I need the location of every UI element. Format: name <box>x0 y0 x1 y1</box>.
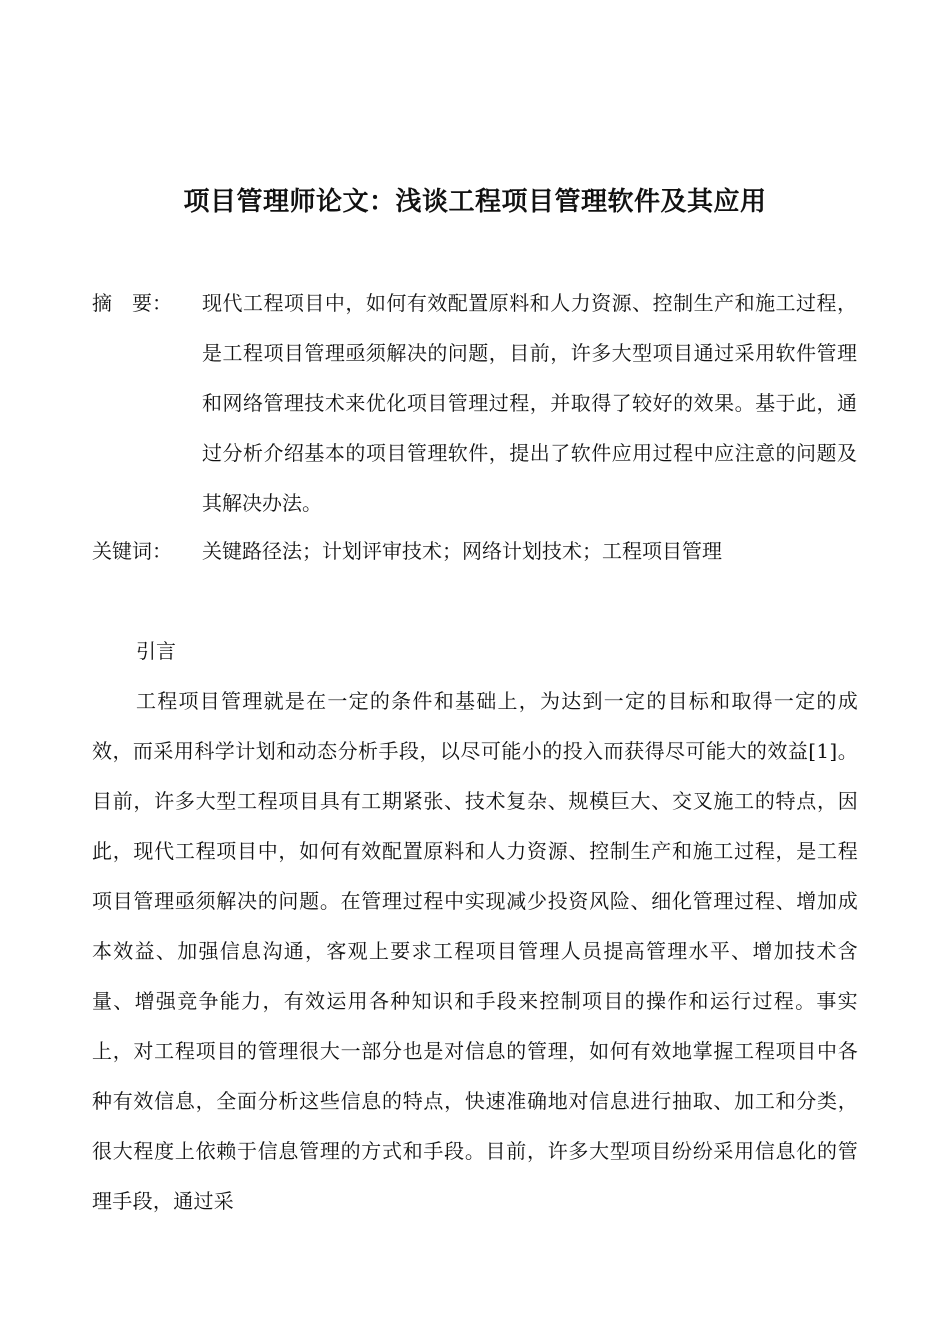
keywords-text: 关键路径法；计划评审技术；网络计划技术；工程项目管理 <box>202 539 722 563</box>
keywords-label: 关键词： <box>92 539 172 563</box>
body-section <box>92 626 858 1226</box>
abstract-text: 现代工程项目中，如何有效配置原料和人力资源、控制生产和施工过程，是工程项目管理亟须解决的问题，目前，许多大型项目通过采用软件管理和网络管理技术来优化项目管理过程，并取得了较好的效果。基于此，通过分析介绍基本的项目管理软件，提出了软件应用过程中应注意的问题及其解决办法。 <box>202 291 857 515</box>
abstract-label: 摘 要： <box>92 291 172 315</box>
intro-heading: 引言 <box>136 639 176 663</box>
intro-paragraph: 工程项目管理就是在一定的条件和基础上，为达到一定的目标和取得一定的成效，而采用科学计划和动态分析手段，以尽可能小的投入而获得尽可能大的效益[1]。目前，许多大型工程项目具有工期紧张、技术复杂、规模巨大、交叉施工的特点，因此，现代工程项目中，如何有效配置原料和人力资源、控制生产和施工过程，是工程项目管理亟须解决的问题。在管理过程中实现减少投资风险、细化管理过程、增加成本效益、加强信息沟通，客观上要求工程项目管理人员提高管理水平、增加技术含量、增强竞争能力，有效运用各种知识和手段来控制项目的操作和运行过程。事实上，对工程项目的管理很大一部分也是对信息的管理，如何有效地掌握工程项目中各种有效信息，全面分析这些信息的特点，快速准确地对信息进行抽取、加工和分类，很大程度上依赖于信息管理的方式和手段。目前，许多大型项目纷纷采用信息化的管理手段，通过采 <box>92 689 858 1213</box>
document-title: 项目管理师论文：浅谈工程项目管理软件及其应用 <box>183 187 767 217</box>
keywords-section <box>92 526 862 576</box>
abstract-section <box>92 278 862 528</box>
